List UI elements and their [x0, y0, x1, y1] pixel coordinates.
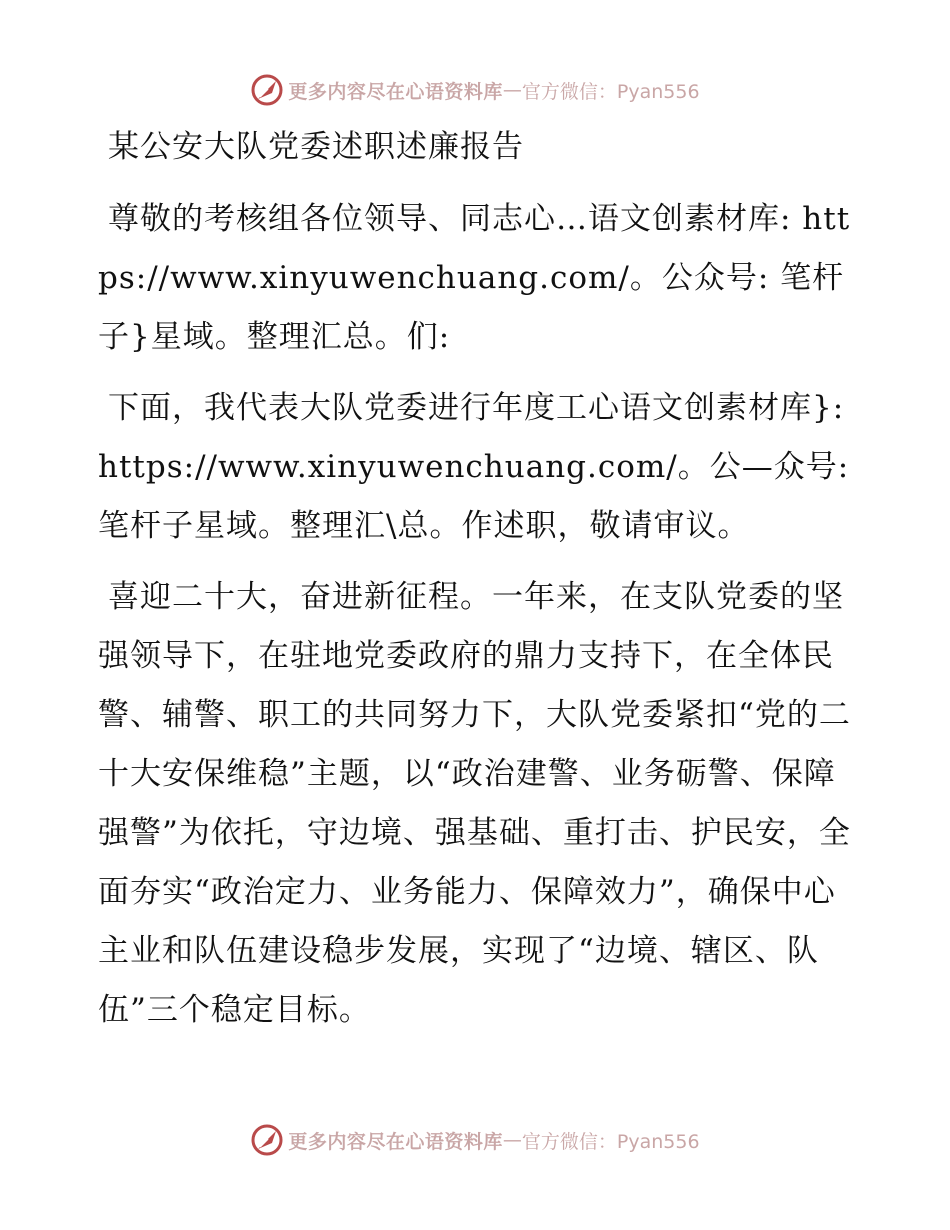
page-footer — [0, 1120, 950, 1160]
quill-logo-icon — [250, 73, 284, 107]
paragraph-salutation: 尊敬的考核组各位领导、同志心…语文创素材库: https://www.xinyuwenchuang.com/。公众号: 笔杆子}星域。整理汇总。们: — [98, 201, 851, 355]
paragraph-intro: 下面，我代表大队党委进行年度工心语文创素材库}: https://www.xinyuwenchuang.com/。公—众号: 笔杆子星域。整理汇\总。作述职，敬请审议。 — [98, 390, 850, 544]
header-banner-text: 更多内容尽在心语资料库 — [288, 80, 503, 103]
footer-banner-separator: — — [502, 1129, 522, 1151]
document-title: 某公安大队党委述职述廉报告 — [108, 129, 524, 165]
footer-banner-text: 更多内容尽在心语资料库 — [288, 1130, 503, 1153]
paragraph-summary: 喜迎二十大，奋进新征程。一年来，在支队党委的坚强领导下，在驻地党委政府的鼎力支持下，在全体民警、辅警、职工的共同努力下，大队党委紧扣“党的二十大安保维稳”主题，以“政治建警、业务砺警、保障强警”为依托，守边境、强基础、重打击、护民安，全面夯实“政治定力、业务能力、保障效力”，确保中心主业和队伍建设稳步发展，实现了“边境、辖区、队伍”三个稳定目标。 — [98, 579, 851, 1028]
page-header — [0, 70, 950, 110]
quill-logo-icon — [250, 1123, 284, 1157]
footer-account-text: 官方微信：Pyan556 — [521, 1130, 700, 1153]
document-body — [98, 190, 858, 1052]
header-account-text: 官方微信：Pyan556 — [521, 80, 700, 103]
header-banner-separator: — — [502, 79, 522, 101]
header-banner — [250, 73, 699, 107]
footer-banner — [250, 1123, 699, 1157]
